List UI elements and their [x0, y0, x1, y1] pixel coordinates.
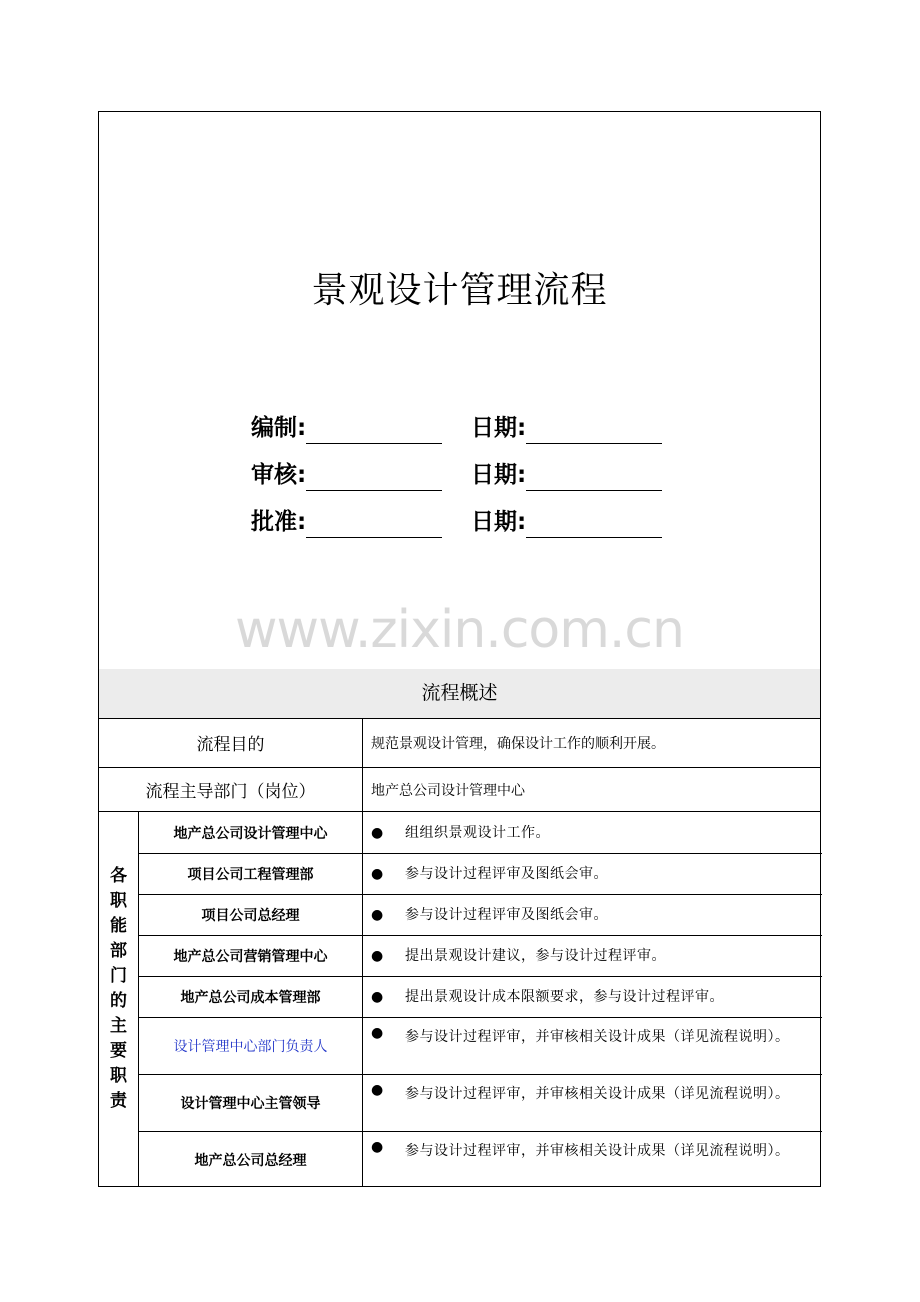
bullet-icon: ● — [371, 907, 384, 923]
duty-cell — [371, 1132, 816, 1187]
signoff-field — [251, 459, 442, 491]
date-blank[interactable] — [526, 412, 662, 444]
signoff-label: 审核: — [251, 462, 307, 488]
date-label: 日期: — [471, 462, 527, 488]
duty-text: 参与设计过程评审及图纸会审。 — [405, 866, 608, 882]
bullet-icon: ● — [371, 989, 384, 1005]
side-char: 职 — [110, 891, 127, 911]
side-char: 部 — [110, 941, 127, 961]
date-blank[interactable] — [526, 459, 662, 491]
table-row — [139, 812, 822, 854]
duty-cell — [371, 1018, 816, 1074]
bullet-icon: ● — [371, 824, 384, 841]
duty-cell — [371, 1075, 816, 1131]
side-char: 的 — [110, 991, 127, 1011]
lead-dept-label: 流程主导部门（岗位） — [99, 768, 363, 811]
side-char: 各 — [110, 866, 127, 886]
duty-text: 提出景观设计建议，参与设计过程评审。 — [405, 948, 666, 964]
dept-name: 项目公司总经理 — [139, 895, 363, 935]
table-row — [139, 895, 822, 936]
duty-text: 参与设计过程评审，并审核相关设计成果（详见流程说明）。 — [405, 1029, 790, 1045]
overview-header: 流程概述 — [99, 669, 820, 719]
side-char: 责 — [110, 1091, 127, 1111]
table-row — [139, 1018, 822, 1075]
duty-cell — [371, 977, 816, 1017]
table-row — [139, 854, 822, 895]
table-row — [139, 1132, 822, 1187]
responsibilities-side-label — [99, 812, 139, 1187]
signoff-row-review — [251, 459, 691, 495]
cover-section — [99, 112, 820, 670]
table-row — [139, 936, 822, 977]
document-frame — [98, 111, 821, 1187]
date-field — [471, 412, 662, 444]
dept-name: 地产总公司设计管理中心 — [139, 812, 363, 853]
signoff-row-approve — [251, 506, 691, 542]
lead-dept-value: 地产总公司设计管理中心 — [371, 782, 525, 799]
side-char: 要 — [110, 1041, 127, 1061]
signoff-label: 编制: — [251, 415, 307, 441]
duty-cell — [371, 854, 816, 894]
purpose-row — [99, 718, 820, 768]
bullet-icon: ● — [371, 948, 384, 964]
side-char: 能 — [110, 916, 127, 936]
bullet-icon: ● — [371, 1139, 384, 1155]
dept-name: 项目公司工程管理部 — [139, 854, 363, 894]
side-char: 门 — [110, 966, 127, 986]
duty-text: 组组织景观设计工作。 — [405, 824, 550, 841]
side-char: 主 — [110, 1016, 127, 1036]
signoff-label: 批准: — [251, 509, 307, 535]
dept-name: 地产总公司营销管理中心 — [139, 936, 363, 976]
signoff-field — [251, 506, 442, 538]
signoff-blank[interactable] — [306, 506, 442, 538]
bullet-icon: ● — [371, 1025, 384, 1041]
responsibilities-table — [99, 812, 820, 1187]
date-blank[interactable] — [526, 506, 662, 538]
bullet-icon: ● — [371, 866, 384, 882]
lead-dept-row — [99, 768, 820, 812]
dept-name: 设计管理中心部门负责人 — [139, 1018, 363, 1074]
table-row — [139, 977, 822, 1018]
side-char: 职 — [110, 1066, 127, 1086]
bullet-icon: ● — [371, 1082, 384, 1098]
dept-name: 地产总公司总经理 — [139, 1132, 363, 1187]
watermark: www.zixin.com.cn — [235, 600, 684, 660]
dept-name: 设计管理中心主管领导 — [139, 1075, 363, 1131]
duty-cell — [371, 936, 816, 976]
duty-cell — [371, 812, 816, 853]
signoff-field — [251, 412, 442, 444]
duty-text: 提出景观设计成本限额要求，参与设计过程评审。 — [405, 989, 724, 1005]
duty-cell — [371, 895, 816, 935]
date-label: 日期: — [471, 415, 527, 441]
signoff-row-compile — [251, 412, 691, 448]
duty-text: 参与设计过程评审，并审核相关设计成果（详见流程说明）。 — [405, 1086, 790, 1102]
purpose-label: 流程目的 — [99, 718, 363, 767]
date-field — [471, 459, 662, 491]
date-label: 日期: — [471, 509, 527, 535]
signoff-blank[interactable] — [306, 459, 442, 491]
table-row — [139, 1075, 822, 1132]
document-title: 景观设计管理流程 — [311, 270, 608, 311]
duty-text: 参与设计过程评审，并审核相关设计成果（详见流程说明）。 — [405, 1143, 790, 1159]
duty-text: 参与设计过程评审及图纸会审。 — [405, 907, 608, 923]
purpose-value: 规范景观设计管理，确保设计工作的顺利开展。 — [371, 735, 665, 752]
dept-name: 地产总公司成本管理部 — [139, 977, 363, 1017]
signoff-blank[interactable] — [306, 412, 442, 444]
date-field — [471, 506, 662, 538]
